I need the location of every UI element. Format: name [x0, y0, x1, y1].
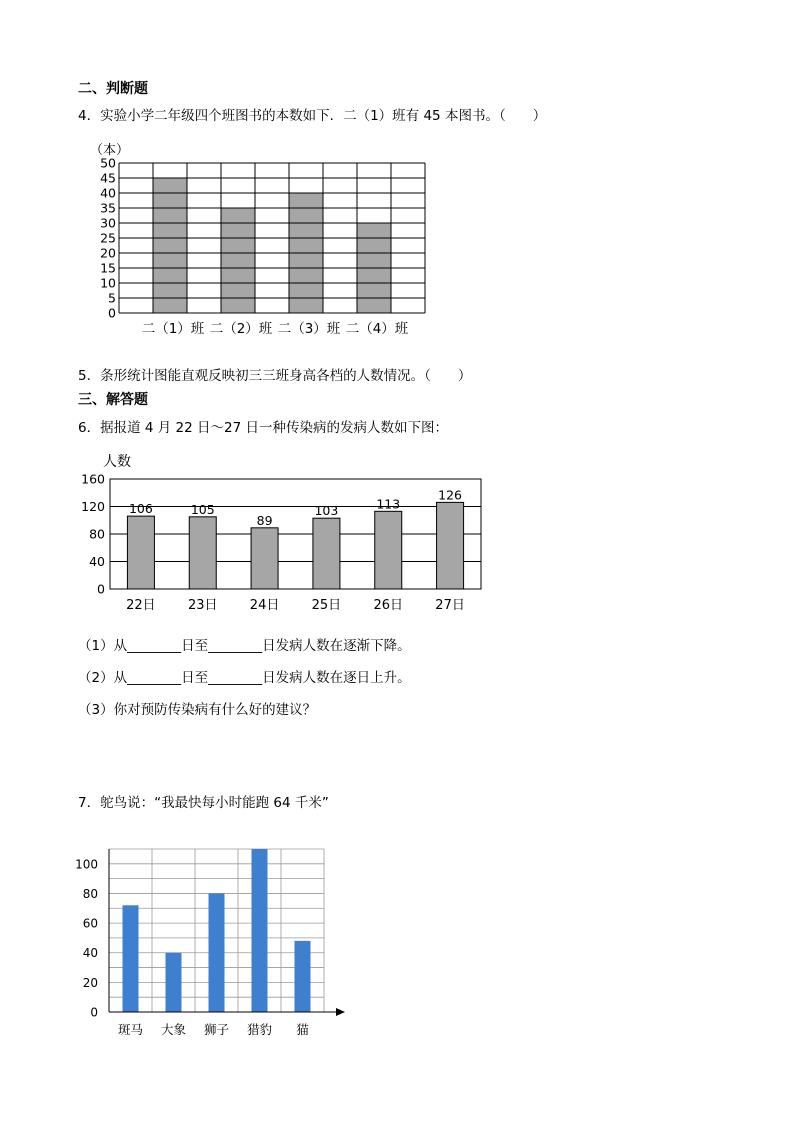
y-tick-label: 60 — [82, 916, 98, 931]
y-tick-label: 25 — [100, 230, 116, 246]
bar-狮子 — [209, 893, 225, 1012]
section-title-answer: 三、解答题 — [78, 392, 148, 408]
y-tick-label: 45 — [100, 170, 116, 186]
x-category-label: 猫 — [296, 1022, 309, 1037]
question-4-text: 4．实验小学二年级四个班图书的本数如下．二（1）班有 45 本图书。（ ） — [78, 108, 547, 124]
x-category-label: 二（3）班 — [277, 321, 341, 337]
data-label: 103 — [314, 503, 339, 519]
y-axis-label: 人数 — [103, 454, 131, 470]
x-category-label: 狮子 — [203, 1022, 230, 1037]
data-label: 113 — [376, 496, 401, 512]
bar-24日 — [251, 528, 278, 589]
bar-25日 — [313, 518, 340, 589]
data-label: 89 — [256, 512, 273, 528]
y-tick-label: 20 — [82, 975, 98, 990]
x-category-label: 24日 — [249, 598, 280, 613]
question-5-text: 5．条形统计图能直观反映初三三班身高各档的人数情况。（ ） — [78, 368, 472, 384]
y-tick-label: 50 — [100, 155, 116, 171]
question-7-text: 7．鸵鸟说：“我最快每小时能跑 64 千米” — [78, 795, 329, 811]
x-category-label: 25日 — [311, 598, 342, 613]
y-tick-label: 5 — [108, 290, 116, 306]
bar-斑马 — [123, 905, 139, 1012]
data-label: 105 — [190, 501, 215, 517]
x-category-label: 斑马 — [117, 1022, 144, 1037]
y-tick-label: 10 — [100, 275, 116, 291]
x-category-label: 二（4）班 — [345, 321, 409, 337]
y-tick-label: 35 — [100, 200, 116, 216]
x-category-label: 23日 — [187, 598, 218, 613]
y-tick-label: 120 — [81, 499, 105, 514]
y-tick-label: 40 — [89, 554, 105, 569]
y-tick-label: 80 — [82, 886, 98, 901]
x-category-label: 猎豹 — [246, 1022, 273, 1037]
y-tick-label: 0 — [108, 305, 116, 321]
question-6-sub-3: （3）你对预防传染病有什么好的建议？ — [78, 702, 317, 718]
chart-disease-cases — [81, 453, 481, 613]
y-tick-label: 40 — [100, 185, 116, 201]
bar-二（2）班 — [221, 208, 255, 313]
y-tick-label: 40 — [82, 946, 98, 961]
y-tick-label: 15 — [100, 260, 116, 276]
question-6-sub-2: （2）从________日至________日发病人数在逐日上升。 — [78, 670, 411, 686]
bar-二（1）班 — [153, 178, 187, 313]
y-tick-label: 0 — [90, 1005, 98, 1020]
bar-猫 — [295, 941, 311, 1012]
bar-23日 — [189, 517, 216, 589]
bar-猎豹 — [252, 849, 268, 1012]
bar-27日 — [437, 502, 464, 589]
y-tick-label: 160 — [81, 471, 105, 487]
chart-class-books — [90, 142, 425, 337]
y-axis-label: （本） — [90, 143, 130, 158]
x-category-label: 26日 — [373, 598, 404, 613]
x-axis-arrow-icon — [336, 1008, 345, 1016]
data-label: 126 — [438, 487, 463, 503]
x-category-label: 27日 — [435, 598, 465, 613]
y-tick-label: 0 — [97, 581, 105, 597]
data-label: 106 — [128, 501, 153, 517]
y-tick-label: 80 — [89, 526, 105, 542]
bar-大象 — [166, 953, 182, 1012]
bar-26日 — [375, 511, 402, 589]
bar-22日 — [127, 516, 154, 589]
section-title-judge: 二、判断题 — [78, 81, 148, 97]
question-6-sub-1: （1）从________日至________日发病人数在逐渐下降。 — [78, 638, 411, 654]
y-tick-label: 30 — [100, 215, 116, 231]
x-category-label: 二（1）班 — [141, 321, 205, 337]
question-6-text: 6．据报道 4 月 22 日～27 日一种传染病的发病人数如下图： — [78, 420, 448, 436]
y-tick-label: 20 — [100, 245, 116, 261]
x-category-label: 二（2）班 — [209, 321, 273, 337]
y-tick-label: 100 — [75, 857, 98, 872]
chart-animal-speed — [75, 849, 345, 1037]
x-category-label: 大象 — [160, 1022, 187, 1037]
x-category-label: 22日 — [126, 598, 156, 613]
